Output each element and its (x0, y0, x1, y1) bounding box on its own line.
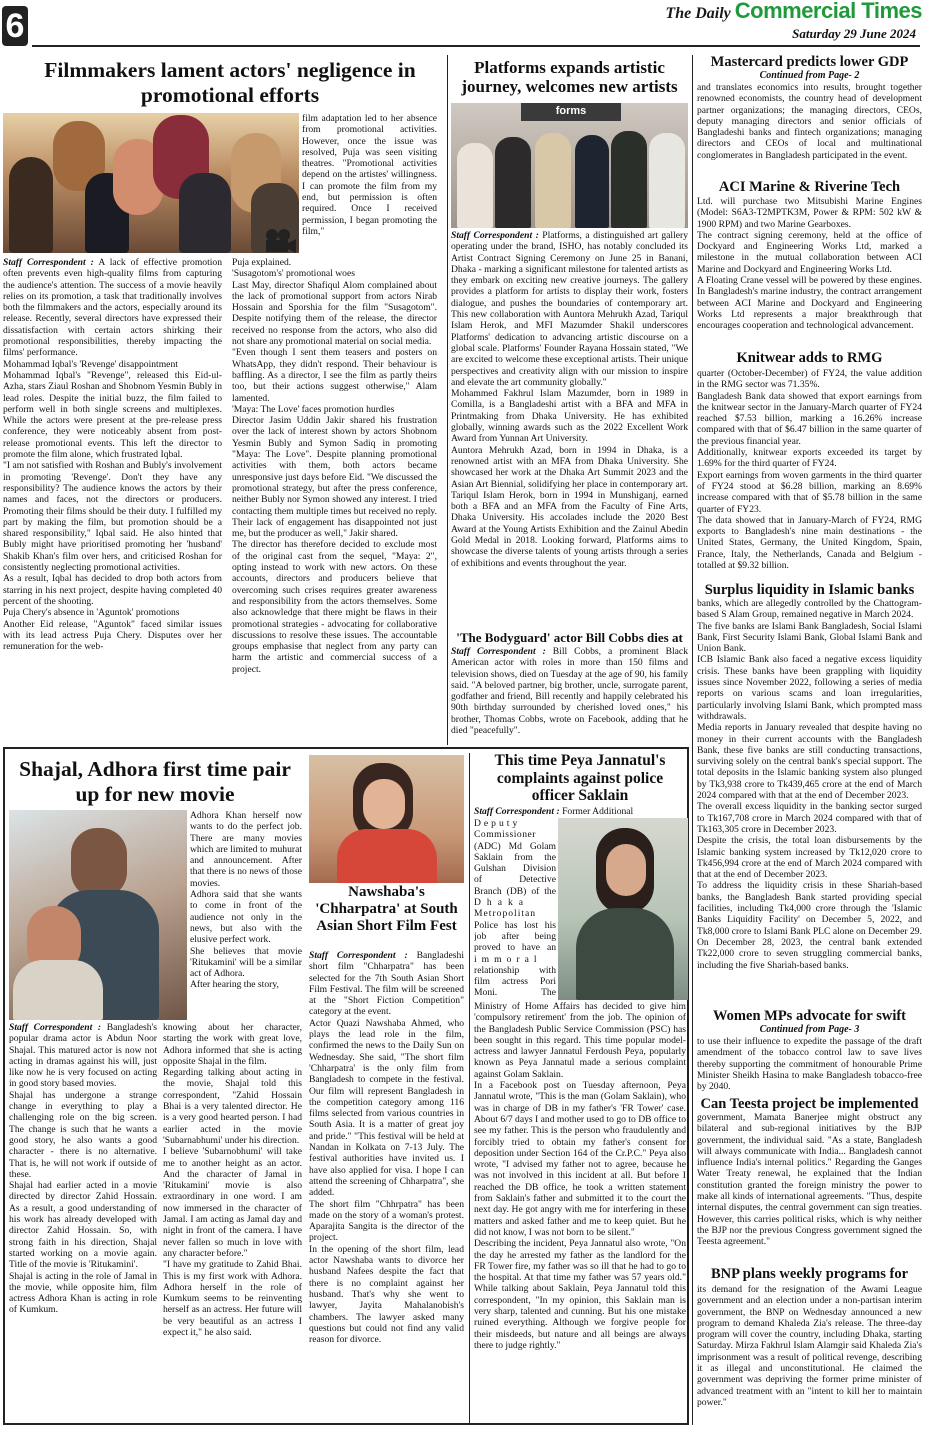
aci-body: Ltd. will purchase two Mitsubishi Marine Engines (Model: S6A3-T2MPTK3M, Power & RPM: 502 kW & 1900 RPM) and two Marine Gearboxes. The contract signing ceremony, held at the office of Dockyard and Engineering Works Ltd, marked a milestone in the mutual collaboration between ACI Marine and Dockyard and Engineering Works Ltd. A Floating Crane vessel will be powered by these engines. In Bangladesh's marine industry, the contract arrangement between ACI Marine and Dockyard and Engineering Works Ltd represents a major breakthrough that encourages cooperation and technological advancement. (697, 196, 922, 332)
teesta-headline: Can Teesta project be implemented (700, 1096, 919, 1112)
art4-column-1-text: Bangladesh's popular drama actor is Abdun Noor Shajal. This matured actor is now not acting in dramas against his will, just like now he is very focused on acting in good story based movies. Shajal has undergone a strange change in everything to play a challenging role on the big screen. The change is such that he wants a good story, he also wants a good character - there is no alternative. That is, he will not work if outside of these. Shajal had earlier acted in a movie directed by director Zahid Hossain. As a result, a good understanding of his work has already developed with director Zahid Hossain. So, with strong faith in his direction, Shajal started working on a movie again. Title of the movie is 'Ritukamini'. Shajal is acting in the role of Jamal in the movie, while opposite him, film actress Adhora Khan is acting in role of Kumkum. (9, 1022, 157, 1316)
brand-name: Commercial Times (734, 0, 922, 23)
knitwear-body: quarter (October-December) of FY24, the value addition in the RMG sector was 71.35%. Bangladesh Bank data showed that export earnings from the knitwear sector in the January-March quarter of FY24 reached $7.53 billion, marking a 16.26% increase compared with that of $6.47 billion in the same quarter of the previous financial year. Additionally, knitwear exports exceeded its target by 1.69% for the third quarter of FY24. Export earnings from woven garments in the third quarter of FY24 stood at $6.28 billion, marking an 8.69% increase compared with that of $5.78 billion in the same quarter of FY23. The data showed that in January-March of FY24, RMG exports to Bangladesh's nine main destinations - the United States, Germany, the United Kingdom, Spain, France, Italy, the Netherlands, Canada and Belgium - totalled at $9.32 billion. (697, 368, 922, 572)
aci-headline: ACI Marine & Riverine Tech (718, 179, 901, 195)
art6-line: Gulshan Division (474, 863, 556, 875)
art6-line: proved to have an (474, 942, 556, 954)
art6-line: Moni. The (474, 987, 556, 999)
art5-body (309, 950, 464, 1420)
art6-line: relationship with (474, 964, 556, 976)
art6-line: Saklain from the (474, 851, 556, 863)
art2-photo-sign: forms (555, 105, 587, 117)
page-number: 6 (5, 7, 25, 45)
mastercard-body: and translates economics into results, brought together renowned economists, the country head of development partner organizations; the managing directors, CEOs, deputy managing directors and senior officials of Bangladeshi banks and fintech organizations; managing directors and CEOs of local and multinational conglomerates in Bangladesh participated in the event. (697, 82, 922, 161)
art6-line: immoral (474, 953, 542, 965)
art4-column-2: knowing about her character, starting the work with great love, Adhora informed that she is acting opposite Shajal in the film. Regarding talking about acting in the movie, Shajal told this correspondent, "Zahid Hossain Bhai is a very talented director. He is a very good hearted person. I had earlier acted in the movie 'Subarnabhumi' under his direction. I believe 'Subarnobhumi' will take me to another height as an actor. And the character of Jamal in 'Ritukamini' movie is also extraordinary in one word. I am now immersed in the character of Jamal. I am acting as Jamal day and night in front of the camera. I have never fallen so much in love with any character before." "I have my gratitude to Zahid Bhai. This is my first work with Adhora. Adhora herself in the role of Kumkum seems to be reinventing herself as an actress. Her future will be very beautiful as an actress I expect it," he also said. (163, 1022, 302, 1339)
art4-headline: Shajal, Adhora first time pair up for new movie (19, 757, 291, 806)
brand-the-daily: The Daily (665, 5, 731, 22)
art1-column-top: film adaptation led to her absence from promotional activities. However, once the issue was resolved, Puja was seen visiting theatres. "Promotional activities depend on the artistes' willingness. I can promote the film from my end, but permission is often required. Once I received permission, I began promoting the film," (302, 113, 437, 237)
teesta-body: government, Mamata Banerjee might obstruct any bilateral and sub-regional initiatives by the BJP government, the individual said. "As a state, Bangladesh will always communicate with India... Bangladesh cannot influence India's internal politics." Regarding the Ganges Water Treaty renewal, he explained that the Indian constitution granted the foreign ministry the power to make all kinds of international agreements. "Thus, despite internal disputes, the central government can sign treaties. However, this carries political risks, which is why neither the BJP nor the previous Congress government signed the Teesta agreement." (697, 1112, 922, 1248)
art4-column-right: Adhora Khan herself now wants to do the perfect job. There are many movies which are limited to muhurat and announcement. After that there is no news of those movies. Adhora said that she wants to come in front of the audience not only in the news, but also with the elusive perfect work. She believes that movie 'Ritukamini' will be a similar act of Adhora. After hearing the story, (190, 810, 302, 991)
women-mps-continued: Continued from Page- 3 (759, 1024, 860, 1035)
masthead-rule (32, 45, 920, 47)
art1-photo (3, 113, 299, 253)
knitwear-headline: Knitwear adds to RMG (736, 350, 883, 366)
art6-line: film actress Pori (474, 976, 556, 988)
art2-body-text: Platforms, a distinguished art gallery operating under the brand, ISHO, has notably concluded its Artist Contract Signing Ceremony on June 25 in Banani, Dhaka - marking a significant milestone for talented artists as they embark on exciting new creative journeys. The gallery provides a platform for artists to display their work, fosters dialogue, and pushes the boundaries of contemporary art. This new collaboration with Auntora Mehrukh Azad, Tariqul Islam Herok, and MFI Mazumder Shakil underscores Platforms' dedication to advancing artistic discourse on a global scale. Platforms' Founder Rayana Hossain stated, "We are excited to welcome these exceptional artists. Their unique perspectives and creativity align with our mission to inspire and elevate the art community globally." Mohammed Fakhrul Islam Mazumder, born in 1989 in Comilla, is a Bangladeshi artist with a BFA and MFA in Printmaking from Dhaka University. He has exhibited globally, winning awards such as the 2022 Excellent Work Award from Yunnan Art University. Auntora Mehrukh Azad, born in 1994 in Dhaka, is a renowned artist with an MFA from Dhaka University. She showcased her work at the Dhaka Art Summit 2023 and the Asian Art Biennial, solidifying her place in contemporary art. Tariqul Islam Herok, born in 1994 in Munshiganj, earned both a BFA and an MFA from the Faculty of Fine Arts, Dhaka University. His accolades include the 2020 Best Award at the Young Artists Exhibition and the Zainul Abedin Gold Medal in 2018. Looking forward, Platforms aims to showcase the diverse talents of young artists through a series of exhibitions and events throughout the year. (451, 230, 688, 569)
art6-line: Dhaka (474, 897, 530, 909)
mastercard-headline: Mastercard predicts lower GDP (710, 54, 909, 70)
art2-photo (451, 103, 688, 228)
masthead-brand (650, 0, 922, 26)
art6-line: Branch (DB) of the (474, 885, 556, 897)
art5-body-text: Bangladeshi short film "Chharpatra" has been selected for the 7th South Asian Short Film Festival. The film will be screened at the "Short Fiction Competition" category at the event. Actor Quazi Nawshaba Ahmed, who plays the lead role in the film, confirmed the news to the Daily Sun on Wednesday. She said, "The short film 'Chharpatra' is the only film from Bangladesh to compete in the festival. Our film will represent Bangladesh in the competition category among 116 films selected from various countries in South Asia. It is a matter of great joy and pride." "This festival will be held at Nandan in Kolkata on 7-13 July. The festival authorities have invited us. I have also applied for visa. I hope I can attend the screening of Chharpatra", she added. The short film "Chhrpatra" has been made on the story of a woman's protest. Aparajita Sangita is the director of the project. In the opening of the short film, lead actor Nawshaba wants to divorce her husband Nafees despite the fact that there is no complaint against her husband. That's why she went to lawyer, Jayita Mahalanobish's chambers. The lawyer asked many questions but could not find any valid reason for divorce. (309, 950, 464, 1346)
art6-photo (558, 818, 688, 1000)
art1-column-1 (3, 257, 222, 695)
film-camera-icon (262, 228, 298, 256)
masthead-date: Saturday 29 June 2024 (792, 26, 916, 41)
art6-line: of Detective (474, 874, 556, 886)
art6-line: (ADC) Md Golam (474, 840, 556, 852)
art5-photo (309, 755, 464, 883)
bnp-body: its demand for the resignation of the Awami League government and an election under a non-partisan interim government, the BNP on Wednesday announced a new program to demand Khaleda Zia's release. The three-day program will cover the country, including Dhaka, starting Saturday. Mirza Fakhrul Islam Alamgir said Khaleda Zia's imprisonment was a result of political revenge, describing it as illegal and unconstitutional. He claimed the government was depriving the former prime minister of advanced treatment with an "intent to kill her to maintain power." (697, 1284, 922, 1408)
art2-headline: Platforms expands artistic journey, welcomes new artists (461, 58, 678, 97)
art6-line: Police has lost his (474, 919, 556, 931)
art1-column-2: Puja explained. 'Susagotom's' promotional woes Last May, director Shafiqul Alom complained about the lack of promotional support from actors Nirab Hossain and Sporshia for the film "Susagotom". Despite notifying them of the release, the director received no response from the actors, who also did not share any promotional material on social media. "Even though I sent them teasers and posters on WhatsApp, they didn't respond. Their behaviour is baffling. As a director, I see the film as partly theirs too, but their actions suggest otherwise," Alam lamented. 'Maya: The Love' faces promotion hurdles Director Jasim Uddin Jakir shared his frustration over the lack of interest shown by actors Shobnom Yesmin Bubly and Symon Sadiq in promoting "Maya: The Love". Despite planning promotional activities with them, both actors became unresponsive just days before Eid. "We discussed the promotional strategy, but after the press conference, neither Bubly nor Symon showed any interest. I tried contacting them multiple times but received no reply. Their lack of engagement has disappointed not just me, but the producer as well," Jakir shared. The director has therefore decided to exclude most of the original cast from the sequel, "Maya: 2", opting instead to work with new actors. On these accounts, directors and producers believe that overcoming such crises requires greater awareness and responsibility from the actors themselves. Some also acknowledge that there might be flaws in their promotional strategies - advocating for collaborative discussions to resolve these issues. The accountable groups emphasise that neglect from any party can harm the artistic and commercial success of a project. (232, 257, 437, 675)
art4-column-1 (9, 1022, 157, 1420)
art6-line: Deputy (474, 818, 521, 829)
art6-line: Metropolitan (474, 908, 537, 920)
art2-body (451, 230, 688, 630)
art4-photo (9, 810, 187, 1020)
col-rule-1 (447, 55, 448, 745)
art1-byline: Staff Correspondent : (3, 257, 94, 268)
art5-headline: Nawshaba's 'Chharpatra' at South Asian Short Film Fest (315, 884, 458, 935)
art1-column-1-text: A lack of effective promotion often prevents even high-quality films from capturing the audience's attention. The success of a movie heavily relies on its promotion, a task that traditionally involves both the filmmakers and the actors, especially around its release. Recently, several directors have expressed their dissatisfaction with certain actors shirking their promotional responsibilities, thereby impacting the films' performance. Mohammad Iqbal's 'Revenge' disappointment Mohammad Iqbal's "Revenge", released this Eid-ul-Azha, stars Ziaul Roshan and Shobnom Yesmin Bubly in lead roles. Despite the initial buzz, the film failed to perform well in both single screens and multiplexes. While the actors were present at the pre-release press conference, they were noticeably absent from post-release promotional events. This left the director to promote the film alone, which frustrated Iqbal. "I am not satisfied with Roshan and Bubly's involvement in promoting 'Revenge'. Don't they have any responsibility? The audience knows the actors by their names and faces, not the directors or producers. Promoting their films should be their duty. I fulfilled my part by making the film, but promotion should be a shared responsibility," Iqbal said. He also hinted that Bubly might have prioritised promoting her 'husband' Shakib Khan's film over hers, and criticised Roshan for consistently neglecting promotional activities. As a result, Iqbal has decided to drop both actors from starring in his next project, despite having completed 40 percent of the shooting. Puja Chery's absence in 'Aguntok' promotions Another Eid release, "Aguntok" faced similar issues with its lead actress Puja Chery. Disputes over her remuneration for the web- (3, 257, 222, 653)
bnp-headline: BNP plans weekly programs for (710, 1266, 909, 1282)
art2-byline: Staff Correspondent : (451, 230, 539, 241)
art1-headline: Filmmakers lament actors' negligence in promotional efforts (44, 58, 416, 107)
col-rule-3 (469, 753, 470, 1423)
art6-line: job after being (474, 930, 556, 942)
art5-byline: Staff Correspondent : (309, 950, 408, 961)
mastercard-continued: Continued from Page- 2 (759, 70, 860, 81)
art6-headline: This time Peya Jannatul's complaints against police officer Saklain (494, 752, 666, 805)
women-mps-body: to use their influence to expedite the passage of the draft amendment of the tobacco control law to save lives thereby supporting the commitment of honourable Prime Minister Sheikh Hasina to make Bangladesh tobacco-free by 2040. (697, 1036, 922, 1093)
art6-lead-text: Former Additional (562, 806, 634, 817)
col-rule-2 (692, 55, 693, 1425)
art6-byline: Staff Correspondent : (474, 806, 560, 817)
art6-lead (474, 806, 686, 818)
art3-body-text: Bill Cobbs, a prominent Black American actor with roles in more than 150 films and television shows, died on Tuesday at the age of 90, his family said. "A beloved partner, big brother, uncle, surrogate parent, godfather and friend, Bill recently and happily celebrated his 90th birthday surrounded by cherished loved ones," his brother, Thomas Cobbs, wrote on Facebook, adding that he died "peacefully". (451, 646, 688, 737)
art3-headline: 'The Bodyguard' actor Bill Cobbs dies at (456, 630, 683, 645)
women-mps-headline: Women MPs advocate for swift (712, 1008, 907, 1024)
art3-byline: Staff Correspondent : (451, 646, 546, 657)
art6-narrow-column (474, 818, 556, 1000)
art4-byline: Staff Correspondent : (9, 1022, 102, 1033)
art3-body (451, 646, 688, 742)
art6-body: Ministry of Home Affairs has decided to give him 'compulsory retirement' from the job. The opinion of the Bangladesh Public Service Commission (PSC) has been sought in this regard. This time popular model-actress and lawyer Jannatul Ferdoush Peya, popularly known as Peya Jannatul made a serious complaint against Golam Saklain. In a Facebook post on Tuesday afternoon, Peya Jannatul wrote, "This is the man (Golam Saklain), who was in charge of DB in my father's 'FR Tower' case. About 6/7 days I and mother used to go to DB office to see my father. This is the person who fraudulently and forcibly tried to obtain my father's consent for deposition under Section 164 of the Cr.P.C." Peya also wrote, "I advised my father not to agree, because he was not involved in this incident at all. But before I reached the DB office, he took a written statement from Saklain's father and submitted it to the court the next day. He got angry with me for interfering in these matters and asked father and me to keep quiet. But he did not know, I was not born to be silent." Describing the incident, Peya Jannatul also wrote, "On the day he arrested my father as the landlord for the FR Tower fire, my father was so ill that he had to go to the hospital. At that time my father was 57 years old." While talking about Saklain, Peya Jannatul told this correspondent, "In my opinion, this Saklain man is very sharp, talented and cunning. But his one mistake ruined everything. Although we forgive people for their misdeeds, but nature and all beings are always there to judge rightly." (474, 1001, 686, 1351)
surplus-headline: Surplus liquidity in Islamic banks (704, 582, 915, 598)
surplus-body: banks, which are allegedly controlled by the Chattogram-based S Alam Group, remained negative in March 2024. The five banks are Islami Bank Bangladesh, Social Islami Bank, First Security Islami Bank, Global Islami Bank and Union Bank. ICB Islamic Bank also faced a negative excess liquidity crisis. These banks have been grappling with liquidity issues since November 2022, following a series of media reports on various scams and loan irregularities, particularly involving Islami Bank, which prompted mass withdrawals. Media reports in January revealed that despite having no money in their current accounts with the Bangladesh Bank, these five banks are still conducting transactions, surviving solely on the central bank's special support. The total deposits in the Islamic banking system also plunged by Tk3,938 crore to Tk439,465 crore at the end of March 2024 compared with that at the end of December 2023. The overall excess liquidity in the banking sector surged to Tk167,708 crore in March 2024 compared with that of Tk163,305 crore in December 2023. Despite the crisis, the total loan disbursements by the Islamic banking system increased by Tk12,020 crore to Tk456,994 crore at the end of March 2024 compared with that at the end of December 2023. To address the liquidity crisis in these Shariah-based banks, the Bangladesh Bank started providing special facilities, including Tk4,000 crore through the 'Islamic Banks Liquidity Facility' on December 5, 2022, and Tk8,000 crore to Islami Bank PLC alone on December 29. On December 28, 2023, the central bank extended Tk22,000 crore to seven struggling commercial banks, including the five Shariah-based banks. (697, 598, 922, 971)
art6-line: Commissioner (474, 829, 536, 841)
